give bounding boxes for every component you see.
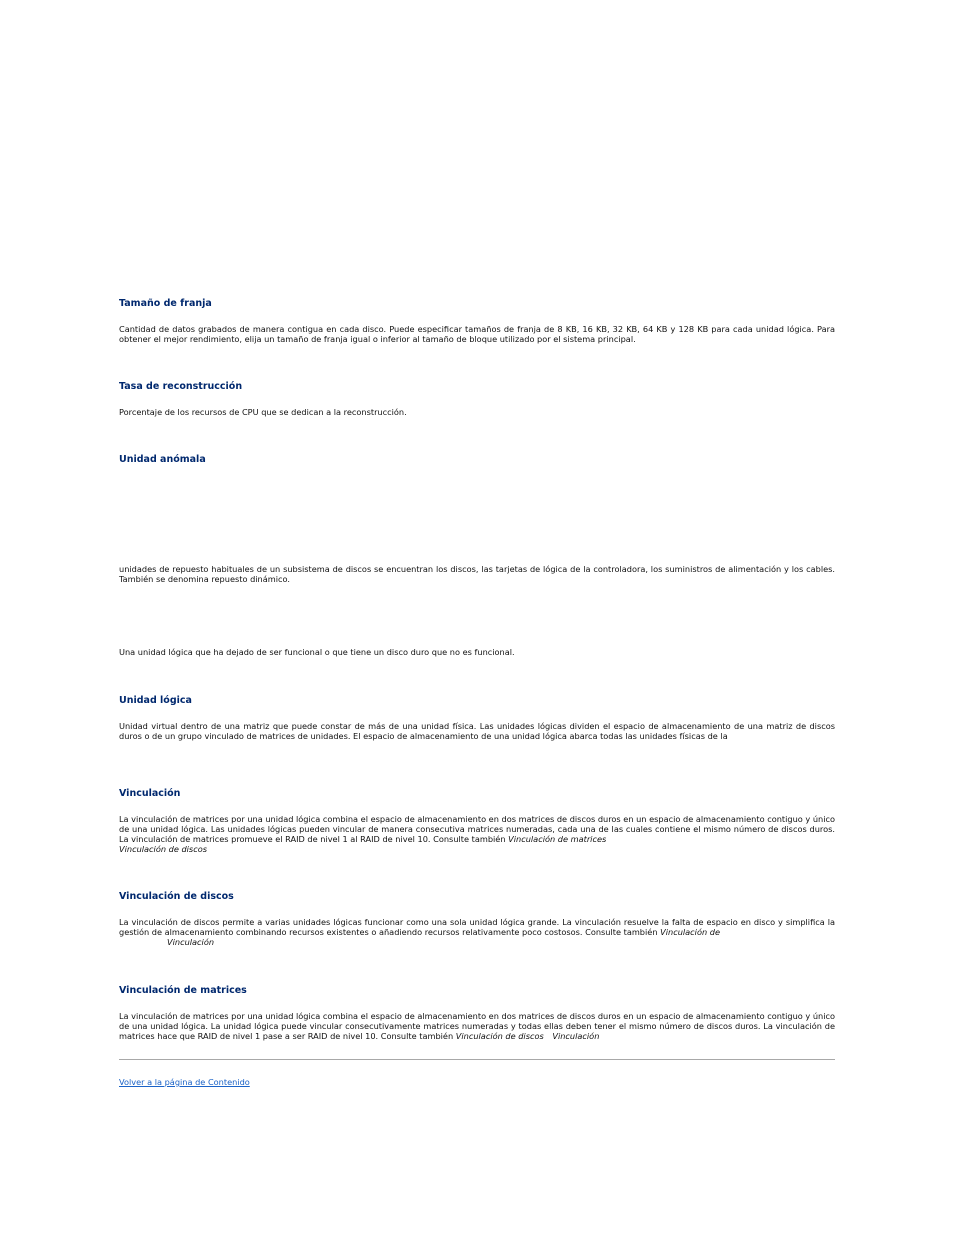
- definition-tamano-de-franja: Cantidad de datos grabados de manera contigua en cada disco. Puede especificar tamaños de franja de 8 KB, 16 KB, 32 KB, 64 KB y 128 KB para cada unidad lógica. Para obtener el mejor rendimiento, elija un tamaño de franja igual o inferior al tamaño de bloque utilizado por el sistema principal.: [119, 324, 835, 345]
- definition-vinculacion-de-discos: [119, 917, 835, 947]
- heading-vinculacion-de-discos: Vinculación de discos: [119, 891, 234, 902]
- heading-unidad-anomala: Unidad anómala: [119, 454, 206, 465]
- definition-tasa-de-reconstruccion: Porcentaje de los recursos de CPU que se dedican a la reconstrucción.: [119, 407, 407, 417]
- heading-tamano-de-franja: Tamaño de franja: [119, 298, 212, 309]
- heading-unidad-logica: Unidad lógica: [119, 695, 192, 706]
- section-divider: [119, 1059, 835, 1060]
- reference-term: Vinculación de discos: [455, 1031, 544, 1042]
- definition-text: La vinculación de matrices por una unidad lógica combina el espacio de almacenamiento en dos matrices de discos duros en un espacio de almacenamiento contiguo y único de una unidad lógica. La unidad lógica puede vincular consecutivamente matrices numeradas y todas ellas deben tener el mismo número de discos duros. La vinculación de matrices hace que RAID de nivel 1 pase a ser RAID de nivel 10. Consulte también: [119, 1011, 835, 1042]
- definition-vinculacion-de-matrices: [119, 1011, 835, 1041]
- reference-term: Vinculación de matrices: [508, 834, 607, 845]
- definition-fragment-repuesto: unidades de repuesto habituales de un subsistema de discos se encuentran los discos, las tarjetas de lógica de la controladora, los suministros de alimentación y los cables. También se denomina repuesto dinámico.: [119, 564, 835, 585]
- heading-tasa-de-reconstruccion: Tasa de reconstrucción: [119, 381, 243, 392]
- definition-vinculacion: [119, 814, 835, 854]
- reference-term: Vinculación de: [660, 927, 720, 938]
- definition-text: La vinculación de matrices por una unidad lógica combina el espacio de almacenamiento en dos matrices de discos duros en un espacio de almacenamiento contiguo y único de una unidad lógica. Las unidades lógicas pueden vincular de manera consecutiva matrices numeradas, cada una de las cuales contiene el mismo número de discos duros. La vinculación de matrices promueve el RAID de nivel 1 al RAID de nivel 10. Consulte también: [119, 814, 835, 845]
- heading-vinculacion: Vinculación: [119, 788, 181, 799]
- definition-unidad-logica: Unidad virtual dentro de una matriz que puede constar de más de una unidad física. Las unidades lógicas dividen el espacio de almacenamiento de una matriz de discos duros o de un grupo vinculado de matrices de unidades. El espacio de almacenamiento de una unidad lógica abarca todas las unidades físicas de la: [119, 721, 835, 742]
- definition-text: La vinculación de discos permite a varias unidades lógicas funcionar como una sola unidad lógica grande. La vinculación resuelve la falta de espacio en disco y simplifica la gestión de almacenamiento combinando recursos existentes o añadiendo recursos relativamente poco costosos. Consulte también: [119, 917, 835, 938]
- heading-vinculacion-de-matrices: Vinculación de matrices: [119, 985, 247, 996]
- reference-term: Vinculación: [552, 1031, 600, 1042]
- reference-term: Vinculación: [167, 937, 215, 948]
- reference-term: Vinculación de discos: [119, 844, 207, 855]
- definition-unidad-anomala: Una unidad lógica que ha dejado de ser funcional o que tiene un disco duro que no es funcional.: [119, 647, 515, 657]
- back-to-contents-link[interactable]: Volver a la página de Contenido: [119, 1077, 250, 1087]
